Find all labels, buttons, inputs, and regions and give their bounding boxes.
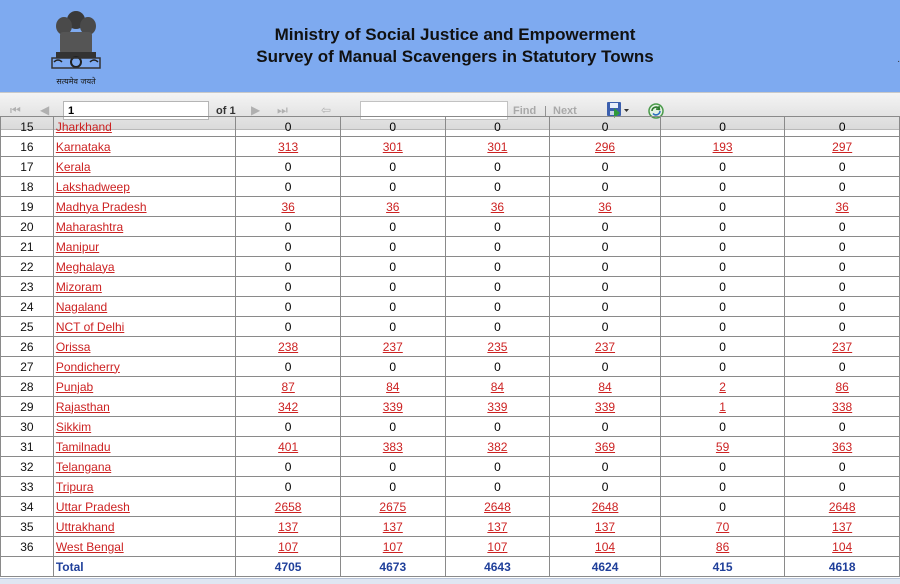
table-row — [1, 537, 900, 557]
value-cell — [445, 377, 550, 397]
value-cell — [550, 337, 661, 357]
table-row — [1, 237, 900, 257]
value-cell: 0 — [445, 297, 550, 317]
value-cell: 0 — [660, 337, 785, 357]
value-cell — [445, 517, 550, 537]
value-cell: 0 — [445, 177, 550, 197]
value-cell: 0 — [340, 177, 445, 197]
state-cell — [53, 257, 236, 277]
value-link[interactable]: 301 — [487, 139, 508, 154]
value-cell: 0 — [445, 117, 550, 137]
value-cell: 0 — [550, 217, 661, 237]
state-link[interactable]: NCT of Delhi — [55, 319, 125, 334]
value-link[interactable]: 137 — [278, 519, 299, 534]
table-row — [1, 397, 900, 417]
value-cell: 0 — [785, 477, 900, 497]
value-link[interactable]: 235 — [487, 339, 508, 354]
serial-number-cell: 36 — [1, 537, 54, 557]
value-cell: 0 — [550, 117, 661, 137]
value-cell: 0 — [660, 357, 785, 377]
value-cell: 0 — [340, 357, 445, 377]
value-link[interactable]: 339 — [487, 399, 508, 414]
value-link[interactable]: 2648 — [591, 499, 619, 514]
value-link[interactable]: 84 — [386, 379, 400, 394]
value-cell: 0 — [445, 457, 550, 477]
value-cell: 0 — [445, 157, 550, 177]
value-cell — [785, 197, 900, 217]
survey-title: Survey of Manual Scavengers in Statutory Towns — [256, 47, 654, 66]
value-cell: 0 — [785, 417, 900, 437]
table-row — [1, 197, 900, 217]
table-row — [1, 457, 900, 477]
serial-number-cell: 34 — [1, 497, 54, 517]
state-cell — [53, 357, 236, 377]
value-cell: 0 — [236, 317, 341, 337]
value-link[interactable]: 301 — [382, 139, 403, 154]
value-cell: 0 — [340, 217, 445, 237]
value-cell — [236, 537, 341, 557]
value-cell: 0 — [785, 177, 900, 197]
value-cell: 0 — [445, 257, 550, 277]
value-cell: 0 — [785, 157, 900, 177]
value-link[interactable]: 70 — [715, 519, 730, 534]
state-cell — [53, 137, 236, 157]
total-value-cell: 4618 — [785, 557, 900, 577]
total-blank-cell — [1, 557, 54, 577]
value-cell: 0 — [660, 257, 785, 277]
value-link[interactable]: 1 — [719, 399, 726, 414]
value-cell: 0 — [340, 417, 445, 437]
value-cell: 0 — [445, 217, 550, 237]
value-link[interactable]: 297 — [832, 139, 853, 154]
value-cell: 0 — [785, 237, 900, 257]
value-cell — [785, 517, 900, 537]
serial-number-cell: 26 — [1, 337, 54, 357]
value-cell: 0 — [236, 157, 341, 177]
value-cell — [550, 137, 661, 157]
prev-page-icon[interactable]: ◀ — [40, 103, 50, 117]
value-cell: 0 — [550, 257, 661, 277]
value-link[interactable]: 36 — [386, 199, 400, 214]
value-cell — [785, 437, 900, 457]
total-value-cell: 4624 — [550, 557, 661, 577]
table-row — [1, 217, 900, 237]
value-cell — [785, 397, 900, 417]
value-cell: 0 — [660, 117, 785, 137]
value-cell: 0 — [236, 117, 341, 137]
value-link[interactable]: 238 — [278, 339, 299, 354]
state-cell — [53, 237, 236, 257]
value-cell: 0 — [340, 317, 445, 337]
state-link[interactable]: Maharashtra — [55, 219, 124, 234]
value-link[interactable]: 369 — [595, 439, 616, 454]
header-mark: . — [897, 54, 900, 65]
value-link[interactable]: 401 — [278, 439, 299, 454]
value-link[interactable]: 107 — [487, 539, 508, 554]
value-cell: 0 — [236, 177, 341, 197]
total-value-cell: 4705 — [236, 557, 341, 577]
value-link[interactable]: 2658 — [274, 499, 302, 514]
value-cell: 0 — [340, 237, 445, 257]
serial-number-cell: 29 — [1, 397, 54, 417]
value-cell: 0 — [236, 277, 341, 297]
value-link[interactable]: 84 — [598, 379, 612, 394]
value-cell: 0 — [340, 157, 445, 177]
serial-number-cell: 32 — [1, 457, 54, 477]
serial-number-cell: 31 — [1, 437, 54, 457]
value-cell: 0 — [550, 357, 661, 377]
value-cell: 0 — [340, 257, 445, 277]
value-link[interactable]: 59 — [715, 439, 730, 454]
table-row — [1, 117, 900, 137]
serial-number-cell: 30 — [1, 417, 54, 437]
value-link[interactable]: 84 — [490, 379, 505, 394]
page-count-label: of 1 — [216, 105, 236, 117]
state-link[interactable]: Jharkhand — [55, 119, 112, 134]
state-cell — [53, 277, 236, 297]
state-cell — [53, 497, 236, 517]
state-link[interactable]: Karnataka — [55, 139, 111, 154]
state-link[interactable]: Telangana — [55, 459, 112, 474]
value-link[interactable]: 36 — [490, 199, 505, 214]
value-link[interactable]: 2 — [719, 379, 726, 394]
value-link[interactable]: 137 — [595, 519, 616, 534]
value-cell: 0 — [445, 417, 550, 437]
serial-number-cell: 25 — [1, 317, 54, 337]
value-link[interactable]: 107 — [382, 539, 403, 554]
value-cell: 0 — [660, 297, 785, 317]
value-cell — [445, 197, 550, 217]
value-cell — [236, 337, 341, 357]
value-cell: 0 — [660, 317, 785, 337]
value-cell — [236, 437, 341, 457]
value-cell: 0 — [236, 237, 341, 257]
value-link[interactable]: 2648 — [828, 499, 856, 514]
value-cell — [340, 197, 445, 217]
value-cell — [660, 137, 785, 157]
state-cell — [53, 317, 236, 337]
value-cell — [445, 437, 550, 457]
value-cell — [550, 437, 661, 457]
value-link[interactable]: 86 — [715, 539, 730, 554]
state-cell — [53, 177, 236, 197]
serial-number-cell: 15 — [1, 117, 54, 137]
state-link[interactable]: Mizoram — [55, 279, 102, 294]
state-cell — [53, 217, 236, 237]
value-cell — [550, 197, 661, 217]
value-link[interactable]: 338 — [832, 399, 853, 414]
state-cell — [53, 157, 236, 177]
state-cell — [53, 337, 236, 357]
value-link[interactable]: 193 — [712, 139, 733, 154]
state-cell — [53, 437, 236, 457]
value-link[interactable]: 237 — [832, 339, 853, 354]
state-link[interactable]: Rajasthan — [55, 399, 110, 414]
value-cell — [550, 537, 661, 557]
value-cell — [340, 497, 445, 517]
table-row — [1, 357, 900, 377]
value-link[interactable]: 137 — [382, 519, 403, 534]
first-page-icon[interactable]: ⏮ — [10, 103, 21, 117]
value-cell: 0 — [550, 457, 661, 477]
scavenger-survey-table — [0, 116, 900, 577]
value-cell: 0 — [550, 237, 661, 257]
value-cell: 0 — [785, 317, 900, 337]
serial-number-cell: 33 — [1, 477, 54, 497]
value-cell — [236, 517, 341, 537]
value-cell: 0 — [550, 297, 661, 317]
value-cell: 0 — [550, 417, 661, 437]
value-cell: 0 — [340, 277, 445, 297]
state-cell — [53, 117, 236, 137]
value-link[interactable]: 339 — [595, 399, 616, 414]
value-cell — [340, 397, 445, 417]
value-cell — [236, 397, 341, 417]
value-link[interactable]: 104 — [595, 539, 616, 554]
value-cell — [550, 517, 661, 537]
value-cell — [236, 137, 341, 157]
state-link[interactable]: Punjab — [55, 379, 94, 394]
serial-number-cell: 20 — [1, 217, 54, 237]
total-row — [1, 557, 900, 577]
value-cell: 0 — [550, 317, 661, 337]
table-row — [1, 157, 900, 177]
value-cell: 0 — [660, 497, 785, 517]
state-cell — [53, 477, 236, 497]
value-cell: 0 — [785, 277, 900, 297]
value-link[interactable]: 2648 — [484, 499, 511, 514]
state-link[interactable]: Uttar Pradesh — [55, 499, 130, 514]
state-cell — [53, 377, 236, 397]
state-link[interactable]: Uttrakhand — [55, 519, 115, 534]
value-cell: 0 — [660, 217, 785, 237]
value-cell: 0 — [785, 257, 900, 277]
serial-number-cell: 16 — [1, 137, 54, 157]
value-cell — [340, 137, 445, 157]
value-cell — [550, 377, 661, 397]
value-link[interactable]: 137 — [832, 519, 853, 534]
value-cell — [660, 377, 785, 397]
total-value-cell: 4673 — [340, 557, 445, 577]
value-link[interactable]: 237 — [595, 339, 616, 354]
value-cell — [785, 337, 900, 357]
value-cell: 0 — [445, 277, 550, 297]
serial-number-cell: 19 — [1, 197, 54, 217]
value-link[interactable]: 237 — [382, 339, 403, 354]
value-cell — [340, 377, 445, 397]
table-row — [1, 337, 900, 357]
value-link[interactable]: 339 — [382, 399, 403, 414]
value-cell: 0 — [660, 157, 785, 177]
value-cell — [660, 537, 785, 557]
value-cell: 0 — [340, 477, 445, 497]
table-row — [1, 497, 900, 517]
value-cell: 0 — [445, 237, 550, 257]
state-cell — [53, 397, 236, 417]
value-cell: 0 — [550, 177, 661, 197]
horizontal-scrollbar[interactable] — [0, 578, 900, 584]
value-cell: 0 — [236, 297, 341, 317]
find-next-link[interactable]: Next — [553, 105, 577, 117]
value-cell: 0 — [340, 457, 445, 477]
table-row — [1, 277, 900, 297]
next-page-icon[interactable]: ▶ — [251, 103, 261, 117]
value-cell: 0 — [785, 217, 900, 237]
value-link[interactable]: 104 — [832, 539, 853, 554]
state-cell — [53, 457, 236, 477]
value-cell — [340, 337, 445, 357]
value-link[interactable]: 296 — [595, 139, 616, 154]
value-cell — [445, 137, 550, 157]
state-cell — [53, 417, 236, 437]
serial-number-cell: 21 — [1, 237, 54, 257]
table-row — [1, 417, 900, 437]
toolbar-separator: | — [544, 105, 547, 117]
value-link[interactable]: 382 — [487, 439, 508, 454]
value-cell: 0 — [236, 257, 341, 277]
value-cell: 0 — [550, 277, 661, 297]
value-cell — [785, 497, 900, 517]
table-row — [1, 177, 900, 197]
state-link[interactable]: Tripura — [55, 479, 94, 494]
value-cell — [660, 517, 785, 537]
value-cell — [785, 137, 900, 157]
serial-number-cell: 22 — [1, 257, 54, 277]
value-cell — [550, 397, 661, 417]
table-row — [1, 517, 900, 537]
value-link[interactable]: 107 — [278, 539, 299, 554]
value-cell: 0 — [236, 357, 341, 377]
value-link[interactable]: 86 — [835, 379, 849, 394]
value-cell — [785, 377, 900, 397]
value-cell: 0 — [660, 277, 785, 297]
back-icon[interactable]: ⇦ — [321, 103, 332, 117]
value-cell: 0 — [445, 357, 550, 377]
value-link[interactable]: 383 — [382, 439, 403, 454]
total-value-cell: 415 — [660, 557, 785, 577]
value-link[interactable]: 363 — [832, 439, 853, 454]
value-link[interactable]: 36 — [281, 199, 295, 214]
serial-number-cell: 18 — [1, 177, 54, 197]
ministry-title: Ministry of Social Justice and Empowerment — [274, 25, 636, 44]
value-cell: 0 — [785, 117, 900, 137]
serial-number-cell: 17 — [1, 157, 54, 177]
value-link[interactable]: 342 — [278, 399, 299, 414]
emblem-motto: सत्यमेव जयते — [56, 77, 96, 86]
state-link[interactable]: Madhya Pradesh — [55, 199, 147, 214]
serial-number-cell: 35 — [1, 517, 54, 537]
serial-number-cell: 23 — [1, 277, 54, 297]
value-link[interactable]: 137 — [487, 519, 508, 534]
value-cell — [660, 397, 785, 417]
value-cell — [445, 337, 550, 357]
state-cell — [53, 517, 236, 537]
value-cell — [785, 537, 900, 557]
value-cell: 0 — [660, 457, 785, 477]
value-cell — [236, 197, 341, 217]
value-cell: 0 — [236, 457, 341, 477]
value-cell — [445, 497, 550, 517]
value-cell: 0 — [445, 317, 550, 337]
value-cell: 0 — [785, 457, 900, 477]
value-cell: 0 — [550, 157, 661, 177]
value-cell — [550, 497, 661, 517]
national-emblem-icon — [40, 6, 112, 88]
state-link[interactable]: Nagaland — [55, 299, 108, 314]
value-cell — [236, 497, 341, 517]
total-value-cell: 4643 — [445, 557, 550, 577]
state-link[interactable]: Kerala — [55, 159, 91, 174]
value-link[interactable]: 2675 — [379, 499, 407, 514]
state-cell — [53, 297, 236, 317]
value-link[interactable]: 313 — [278, 139, 299, 154]
value-link[interactable]: 87 — [281, 379, 295, 394]
last-page-icon[interactable]: ⏭ — [277, 103, 288, 117]
state-link[interactable]: Sikkim — [55, 419, 92, 434]
value-cell: 0 — [236, 477, 341, 497]
value-cell: 0 — [550, 477, 661, 497]
table-row — [1, 437, 900, 457]
state-link[interactable]: Orissa — [55, 339, 91, 354]
value-cell: 0 — [785, 297, 900, 317]
value-cell — [236, 377, 341, 397]
state-cell — [53, 197, 236, 217]
table-row — [1, 257, 900, 277]
table-row — [1, 297, 900, 317]
table-row — [1, 317, 900, 337]
value-link[interactable]: 36 — [598, 199, 612, 214]
state-link[interactable]: Manipur — [55, 239, 100, 254]
state-link[interactable]: Tamilnadu — [55, 439, 111, 454]
value-cell — [660, 437, 785, 457]
value-cell: 0 — [660, 477, 785, 497]
serial-number-cell: 27 — [1, 357, 54, 377]
table-row — [1, 477, 900, 497]
state-link[interactable]: Pondicherry — [55, 359, 120, 374]
value-cell — [340, 517, 445, 537]
value-cell: 0 — [660, 237, 785, 257]
report-header — [0, 0, 900, 92]
total-label-cell: Total — [53, 557, 236, 577]
serial-number-cell: 24 — [1, 297, 54, 317]
value-cell — [340, 537, 445, 557]
state-cell — [53, 537, 236, 557]
table-row — [1, 137, 900, 157]
state-link[interactable]: Lakshadweep — [55, 179, 130, 194]
value-cell: 0 — [340, 117, 445, 137]
value-cell: 0 — [660, 197, 785, 217]
value-cell — [445, 397, 550, 417]
value-cell: 0 — [660, 417, 785, 437]
value-cell: 0 — [785, 357, 900, 377]
value-cell: 0 — [445, 477, 550, 497]
state-link[interactable]: West Bengal — [55, 539, 124, 554]
value-cell — [340, 437, 445, 457]
state-link[interactable]: Meghalaya — [55, 259, 115, 274]
value-cell: 0 — [340, 297, 445, 317]
value-cell: 0 — [236, 217, 341, 237]
find-link[interactable]: Find — [513, 105, 537, 117]
value-cell: 0 — [236, 417, 341, 437]
serial-number-cell: 28 — [1, 377, 54, 397]
value-cell — [445, 537, 550, 557]
value-link[interactable]: 36 — [835, 199, 849, 214]
value-cell: 0 — [660, 177, 785, 197]
report-table-viewport[interactable] — [0, 119, 900, 578]
table-row — [1, 377, 900, 397]
